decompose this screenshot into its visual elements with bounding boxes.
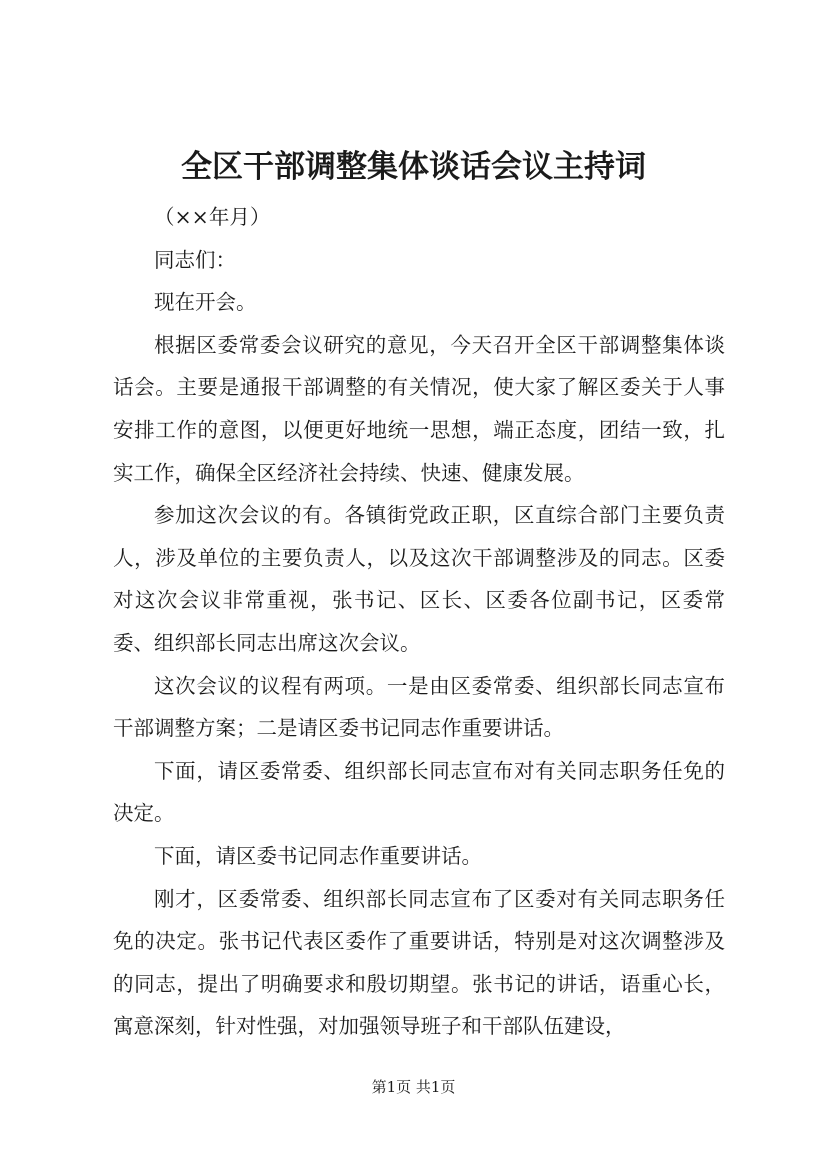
- salutation: 同志们：: [154, 247, 236, 272]
- body-paragraph: 下面，请区委常委、组织部长同志宣布对有关同志职务任免的决定。: [113, 758, 725, 826]
- body-paragraph: 下面，请区委书记同志作重要讲话。: [154, 843, 482, 868]
- body-paragraph: 刚才，区委常委、组织部长同志宣布了区委对有关同志职务任免的决定。张书记代表区委作了重要讲话，特别是对这次调整涉及的同志，提出了明确要求和殷切期望。张书记的讲话，语重心长，寓意深刻，针对性强，对加强领导班子和干部队伍建设，: [113, 886, 725, 1039]
- document-title: 全区干部调整集体谈话会议主持词: [181, 149, 646, 185]
- body-paragraph: 根据区委常委会议研究的意见，今天召开全区干部调整集体谈话会。主要是通报干部调整的有关情况，使大家了解区委关于人事安排工作的意图，以便更好地统一思想，端正态度，团结一致，扎实工作，确保全区经济社会持续、快速、健康发展。: [113, 332, 725, 485]
- body-paragraph: 这次会议的议程有两项。一是由区委常委、组织部长同志宣布干部调整方案；二是请区委书记同志作重要讲话。: [113, 673, 725, 741]
- document-body: [113, 196, 725, 1048]
- date-line: （××年月）: [154, 205, 271, 229]
- body-paragraph: 参加这次会议的有。各镇街党政正职，区直综合部门主要负责人，涉及单位的主要负责人，以及这次干部调整涉及的同志。区委对这次会议非常重视，张书记、区长、区委各位副书记，区委常委、组织部长同志出席这次会议。: [113, 503, 725, 655]
- page-number-footer: 第1页 共1页: [371, 1078, 456, 1096]
- opening-line: 现在开会。: [154, 290, 257, 315]
